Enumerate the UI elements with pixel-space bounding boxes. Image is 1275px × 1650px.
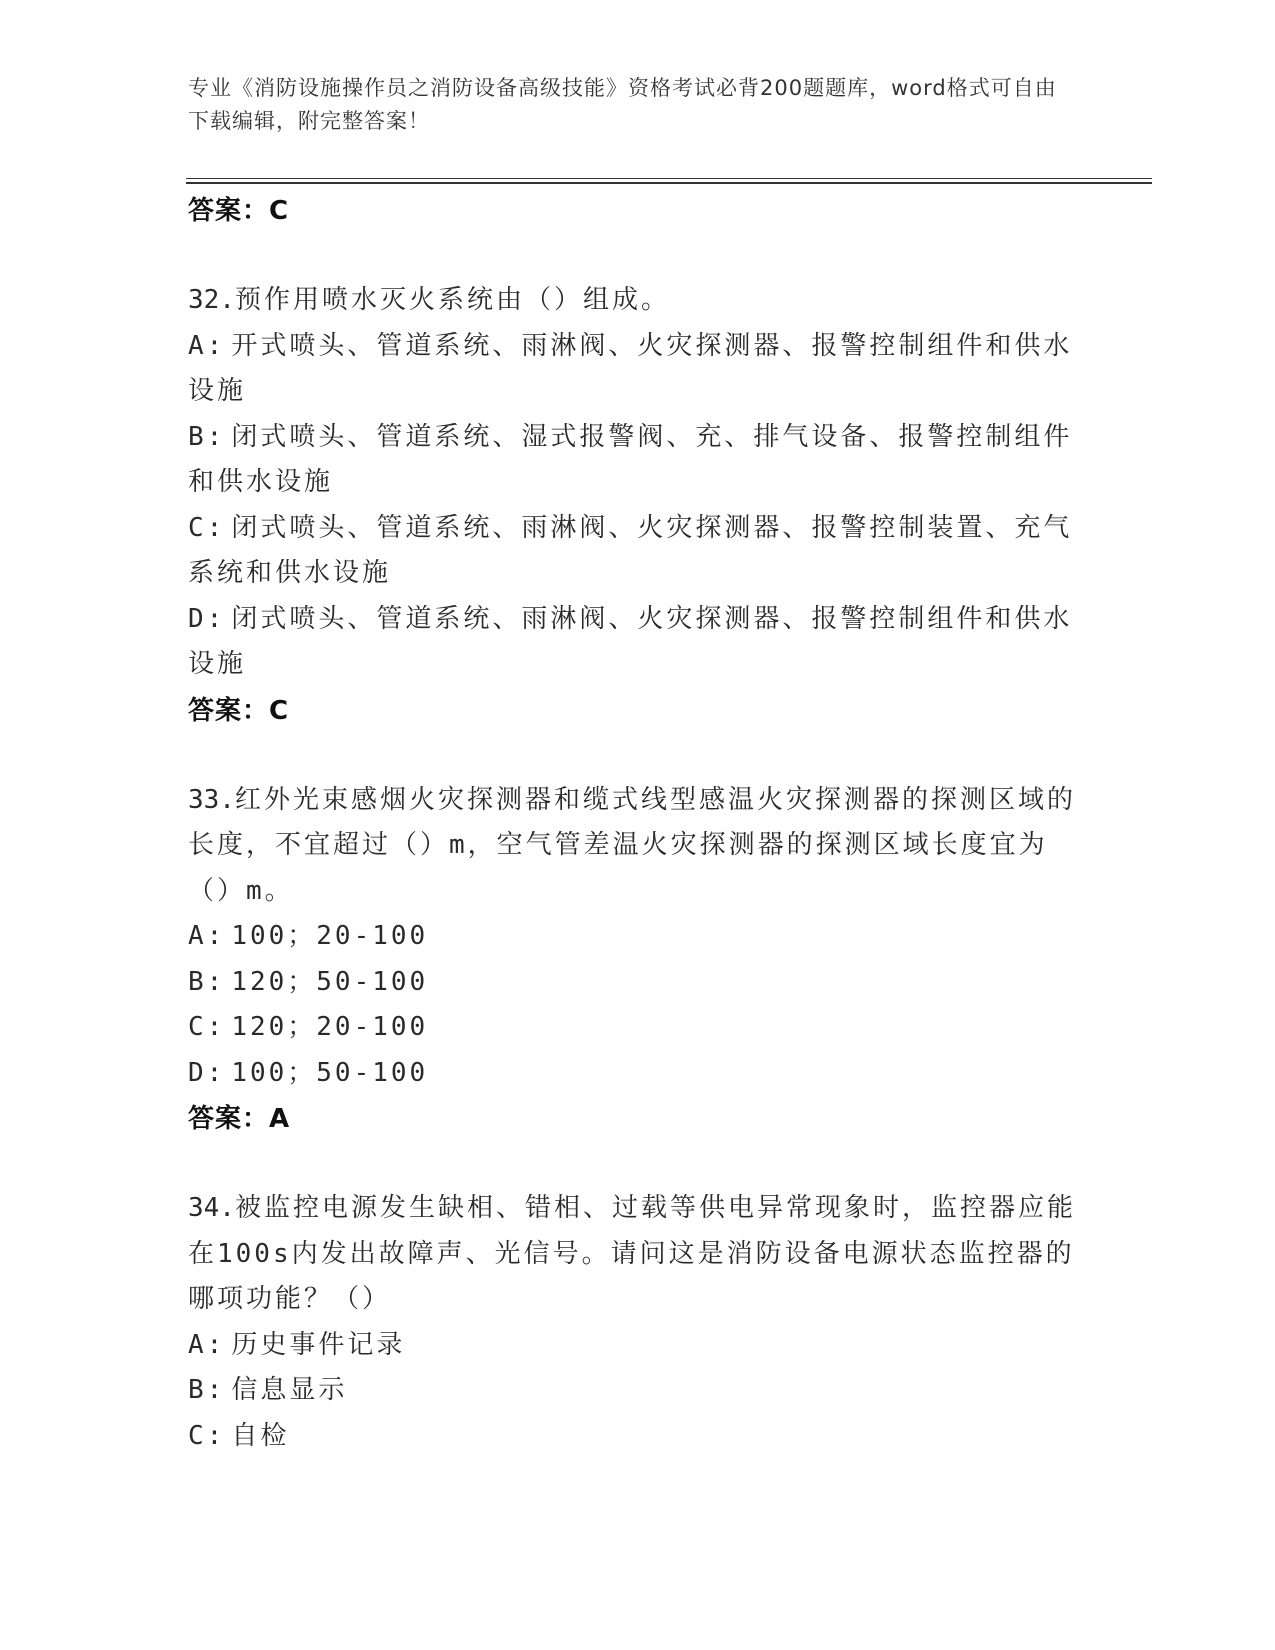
question-text: 红外光束感烟火灾探测器和缆式线型感温火灾探测器的探测区域的长度，不宜超过（）m，空气管差温火灾探测器的探测区域长度宜为（）m。	[188, 784, 1076, 906]
question-answer: 答案：C	[188, 695, 290, 726]
page-content	[188, 188, 1088, 1459]
option-c	[188, 1414, 1088, 1460]
question-text: 预作用喷水灭火系统由（）组成。	[234, 285, 670, 315]
question-33	[188, 778, 1088, 1143]
option-b	[188, 415, 1088, 506]
option-b	[188, 960, 1088, 1006]
option-key: C:	[188, 512, 226, 543]
option-key: A:	[188, 921, 226, 951]
option-a	[188, 1323, 1088, 1369]
option-a	[188, 914, 1088, 960]
option-key: B:	[188, 421, 226, 452]
question-34	[188, 1186, 1088, 1459]
previous-answer: 答案：C	[188, 196, 290, 226]
question-number: 34.	[188, 1193, 235, 1223]
option-text: 闭式喷头、管道系统、湿式报警阀、充、排气设备、报警控制组件和供水设施	[188, 421, 1073, 497]
option-text: 自检	[231, 1420, 290, 1451]
option-text: 120；50-100	[231, 966, 429, 997]
option-text: 120；20-100	[231, 1012, 429, 1042]
option-text: 开式喷头、管道系统、雨淋阀、火灾探测器、报警控制组件和供水设施	[188, 330, 1073, 406]
option-text: 100；50-100	[231, 1057, 429, 1088]
option-key: A:	[188, 1329, 226, 1360]
option-text: 闭式喷头、管道系统、雨淋阀、火灾探测器、报警控制组件和供水设施	[188, 603, 1073, 679]
option-key: B:	[188, 966, 226, 997]
option-key: B:	[188, 1375, 226, 1405]
option-key: A:	[188, 330, 226, 361]
option-text: 闭式喷头、管道系统、雨淋阀、火灾探测器、报警控制装置、充气系统和供水设施	[188, 512, 1073, 588]
option-b	[188, 1368, 1088, 1414]
option-key: C:	[188, 1012, 226, 1042]
option-key: D:	[188, 1057, 226, 1088]
option-key: C:	[188, 1420, 226, 1451]
page-header	[188, 72, 1068, 138]
option-d	[188, 597, 1088, 688]
option-a	[188, 324, 1088, 415]
question-answer: 答案：A	[188, 1104, 291, 1134]
option-key: D:	[188, 603, 226, 634]
question-text: 被监控电源发生缺相、错相、过载等供电异常现象时，监控器应能在100s内发出故障声、光信号。请问这是消防设备电源状态监控器的哪项功能？（）	[188, 1193, 1076, 1314]
question-stem	[188, 1186, 1088, 1323]
header-divider-thin	[186, 178, 1152, 179]
question-32	[188, 278, 1088, 734]
question-stem	[188, 278, 1088, 324]
option-d	[188, 1051, 1088, 1097]
option-c	[188, 506, 1088, 597]
option-text: 信息显示	[231, 1375, 348, 1405]
header-title: 专业《消防设施操作员之消防设备高级技能》资格考试必背200题题库，word格式可自由下载编辑，附完整答案！	[188, 76, 1057, 133]
question-stem	[188, 778, 1088, 915]
header-divider-thick	[186, 182, 1152, 184]
option-text: 历史事件记录	[231, 1329, 406, 1360]
question-number: 32.	[188, 285, 235, 315]
question-number: 33.	[188, 784, 235, 815]
option-c	[188, 1005, 1088, 1051]
option-text: 100；20-100	[231, 921, 429, 951]
